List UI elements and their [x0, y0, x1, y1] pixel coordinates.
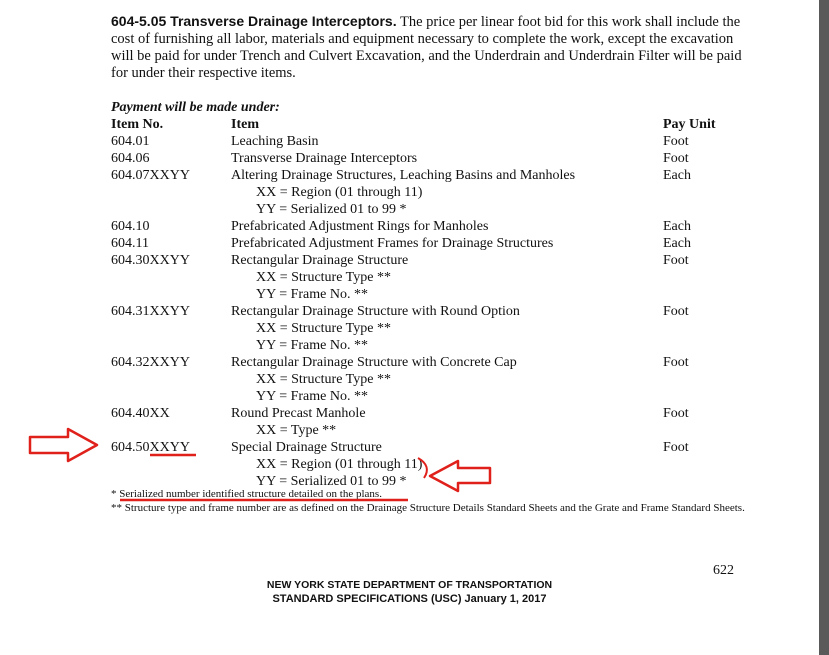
item-number: 604.31XXYY — [111, 304, 190, 319]
section-body: The price per linear foot bid for this work shall include the cost of furnishing all labor, materials and equipment necessary to complete the work, except the excavation will be paid for under Trench and Culvert Excavation, and the Underdrain and Underdrain Filter will be paid for under their respective items. — [111, 14, 742, 81]
footnote-serialized: * Serialized number identified structure detailed on the plans. — [111, 488, 382, 500]
item-description: Special Drainage Structure — [231, 440, 382, 455]
item-variable-definition: XX = Region (01 through 11) — [256, 457, 423, 472]
item-description: Rectangular Drainage Structure — [231, 253, 409, 268]
header-item-no: Item No. — [111, 117, 164, 132]
pay-unit: Each — [663, 236, 691, 251]
pay-unit: Foot — [663, 134, 689, 149]
pay-unit: Foot — [663, 151, 689, 166]
item-number: 604.06 — [111, 151, 150, 166]
pay-unit: Foot — [663, 253, 689, 268]
footer-spec-title: STANDARD SPECIFICATIONS (USC) January 1, 2017 — [272, 593, 547, 605]
pay-unit: Foot — [663, 304, 689, 319]
section-heading: 604-5.05 Transverse Drainage Interceptors. — [111, 13, 397, 29]
item-number: 604.50XXYY — [111, 440, 190, 455]
item-variable-definition: XX = Structure Type ** — [256, 270, 391, 285]
header-item: Item — [231, 117, 259, 132]
item-number: 604.40XX — [111, 406, 170, 421]
item-number: 604.11 — [111, 236, 149, 251]
footnote-structure-type: ** Structure type and frame number are as defined on the Drainage Structure Details Standard Sheets and the Grate and Frame Standard Sheets. — [111, 502, 745, 514]
left-arrow-annotation — [30, 429, 97, 461]
bracket-curve-annotation — [418, 458, 427, 478]
item-number: 604.10 — [111, 219, 150, 234]
item-description: Transverse Drainage Interceptors — [231, 151, 418, 166]
item-description: Rectangular Drainage Structure with Concrete Cap — [231, 355, 517, 370]
item-description: Leaching Basin — [231, 134, 319, 149]
pay-unit: Each — [663, 168, 691, 183]
payment-title: Payment will be made under: — [111, 100, 280, 115]
item-variable-definition: YY = Frame No. ** — [256, 338, 368, 353]
item-variable-definition: XX = Structure Type ** — [256, 321, 391, 336]
item-variable-definition: XX = Structure Type ** — [256, 372, 391, 387]
item-description: Rectangular Drainage Structure with Round Option — [231, 304, 520, 319]
item-number: 604.07XXYY — [111, 168, 190, 183]
item-description: Altering Drainage Structures, Leaching Basins and Manholes — [231, 168, 576, 183]
item-variable-definition: XX = Region (01 through 11) — [256, 185, 423, 200]
footer-department: NEW YORK STATE DEPARTMENT OF TRANSPORTATION — [266, 579, 553, 591]
window-edge — [819, 0, 829, 655]
item-description: Round Precast Manhole — [231, 406, 366, 421]
pay-unit: Each — [663, 219, 691, 234]
item-description: Prefabricated Adjustment Rings for Manholes — [231, 219, 489, 234]
pay-unit: Foot — [663, 406, 689, 421]
item-variable-definition: YY = Serialized 01 to 99 * — [256, 474, 407, 489]
right-arrow-annotation — [430, 461, 490, 491]
item-number: 604.32XXYY — [111, 355, 190, 370]
pay-unit: Foot — [663, 440, 689, 455]
item-variable-definition: XX = Type ** — [256, 423, 337, 438]
header-pay-unit: Pay Unit — [663, 117, 716, 132]
item-number: 604.01 — [111, 134, 150, 149]
page-number: 622 — [713, 563, 734, 578]
item-number: 604.30XXYY — [111, 253, 190, 268]
pay-unit: Foot — [663, 355, 689, 370]
item-variable-definition: YY = Serialized 01 to 99 * — [256, 202, 407, 217]
item-description: Prefabricated Adjustment Frames for Drainage Structures — [231, 236, 554, 251]
item-variable-definition: YY = Frame No. ** — [256, 287, 368, 302]
item-variable-definition: YY = Frame No. ** — [256, 389, 368, 404]
